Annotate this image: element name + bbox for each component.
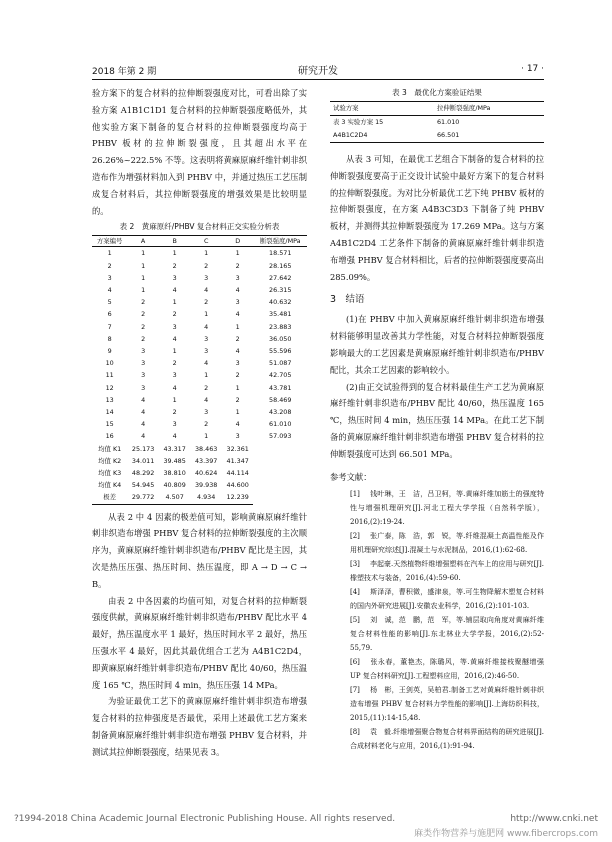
table-cell: 26.315 bbox=[269, 285, 292, 294]
table-cell: 12 bbox=[105, 383, 114, 392]
table-header-cell: 方案编号 bbox=[92, 236, 127, 247]
table-cell: 6 bbox=[107, 310, 112, 319]
left-paragraph-1: 验方案下的复合材料的拉伸断裂强度对比，可看出除了实验方案 A1B1C1D1 复合材料的拉伸断裂强度略低外，其他实验方案下制备的复合材料的拉伸断裂强度均高于 PHBV 板材的拉伸断裂强度，且其超出水平在 26.26%~222.5% 不等。这表明将黄麻原麻纤维针刺非织造布作为增强材料加入到 PHBV 中，并通过热压工艺压制成复合材料后，其拉伸断裂强度的增强效果是比较明显的。 bbox=[92, 88, 307, 216]
table-stat-row bbox=[92, 455, 307, 467]
table-cell: 1 bbox=[141, 285, 146, 294]
table-cell: 27.642 bbox=[269, 273, 292, 282]
verification-table bbox=[330, 101, 544, 143]
table-cell: 3 bbox=[141, 383, 146, 392]
table-cell: 43.781 bbox=[269, 383, 292, 392]
table-cell: 4.507 bbox=[159, 491, 191, 504]
copyright-text: ?1994-2018 China Academic Journal Electronic Publishing House. All rights reserved. bbox=[14, 814, 396, 824]
table-cell: 5 bbox=[107, 298, 112, 307]
table-cell: 3 bbox=[204, 334, 209, 343]
table-cell: 12.239 bbox=[222, 491, 254, 504]
table-row bbox=[330, 116, 544, 130]
reference-number: [4] bbox=[350, 588, 360, 597]
footer-url[interactable]: http://www.cnki.net bbox=[510, 814, 598, 824]
table2-caption: 表 2 黄麻原纤/PHBV 复合材料正交实验分析表 bbox=[119, 222, 280, 232]
reference-number: [6] bbox=[350, 658, 360, 667]
reference-item bbox=[330, 487, 544, 529]
table-cell: 8 bbox=[107, 334, 112, 343]
table-cell: 38.810 bbox=[163, 469, 186, 478]
table-cell: 3 bbox=[172, 322, 177, 331]
table-cell: 3 bbox=[172, 273, 177, 282]
table-cell: 1 bbox=[204, 432, 209, 441]
table-cell: 3 bbox=[204, 347, 209, 355]
table-cell: 4 bbox=[235, 420, 240, 429]
table-cell: 2 bbox=[107, 261, 112, 270]
table-stat-row bbox=[92, 467, 307, 479]
page-number: · 17 · bbox=[521, 64, 544, 74]
reference-number: [2] bbox=[350, 532, 360, 541]
table-cell: 35.481 bbox=[269, 310, 292, 319]
table-cell: 3 bbox=[141, 347, 146, 355]
table-cell: 4 bbox=[172, 383, 177, 392]
table-row bbox=[92, 308, 307, 320]
reference-item bbox=[330, 683, 544, 725]
table-header-cell: C bbox=[190, 236, 222, 247]
table-cell: 4 bbox=[204, 359, 209, 368]
table-cell: 2 bbox=[235, 261, 240, 270]
page-header bbox=[92, 62, 544, 78]
reference-item bbox=[330, 655, 544, 683]
table-cell: 4 bbox=[141, 420, 146, 429]
watermark-text: 麻类作物营养与施肥网 www.fibercrops.com bbox=[414, 829, 598, 839]
table-cell: 2 bbox=[141, 334, 146, 343]
table-cell: 41.347 bbox=[226, 456, 249, 465]
table-cell: 3 bbox=[172, 371, 177, 380]
table-cell: 25.173 bbox=[131, 444, 155, 453]
table-cell: 42.705 bbox=[269, 371, 292, 380]
table-cell: 均值 K2 bbox=[98, 456, 122, 465]
table-cell: 3 bbox=[141, 371, 146, 380]
table-cell: 10 bbox=[105, 359, 114, 368]
table-cell: 40.624 bbox=[194, 469, 218, 478]
left-column bbox=[92, 85, 307, 761]
table-row bbox=[92, 394, 307, 406]
table-cell: 57.093 bbox=[269, 432, 292, 441]
table-cell: 2 bbox=[141, 310, 146, 319]
conclusion-2: (2)由正交试验得到的复合材料最佳生产工艺为黄麻原麻纤维针刺非织造布/PHBV 配比 40/60，热压温度 165 ℃，热压时间 4 min，热压压强 14 MPa。在此工艺下制备的黄麻原麻纤维针刺非织造布增强 PHBV 复合材料的拉伸断裂强度可达到 66.501 MPa。 bbox=[330, 381, 544, 459]
reference-item bbox=[330, 585, 544, 613]
table-cell: 11 bbox=[105, 371, 114, 380]
table-cell: 13 bbox=[105, 395, 114, 404]
journal-issue: 2018 年第 2 期 bbox=[92, 67, 157, 77]
table-cell: 61.010 bbox=[436, 118, 460, 126]
reference-number: [5] bbox=[350, 616, 360, 625]
table-cell: 3 bbox=[235, 359, 240, 368]
table-cell: 2 bbox=[235, 334, 240, 343]
table-cell: 4 bbox=[235, 310, 240, 319]
table-header-cell: B bbox=[159, 236, 191, 247]
table-cell: 2 bbox=[172, 310, 177, 319]
table-row bbox=[92, 260, 307, 272]
table-cell: 55.596 bbox=[269, 347, 292, 355]
table-cell: 4 bbox=[141, 395, 146, 404]
table-cell: 4 bbox=[141, 408, 146, 417]
table-cell: 1 bbox=[172, 249, 177, 258]
table-row bbox=[92, 272, 307, 284]
reference-text: 张广泰，陈 浩，郭 锐，等.纤维混凝土高温性能及作用机理研究综述[J].混凝土与水泥制品，2016,(1):62-68. bbox=[350, 532, 544, 555]
table-cell: 2 bbox=[204, 298, 209, 307]
table-cell: 7 bbox=[107, 322, 112, 331]
table-cell: 1 bbox=[235, 322, 240, 331]
table-cell: 3 bbox=[107, 273, 112, 282]
table-cell: 3 bbox=[172, 420, 177, 429]
reference-text: 斯泽泽，曹积微，盛津泉，等.可生物降解木塑复合材料的国内外研究进展[J].安徽农业科学，2016,(2):101-103. bbox=[350, 588, 544, 611]
reference-number: [3] bbox=[350, 560, 360, 569]
table2-body bbox=[92, 247, 307, 504]
table-row bbox=[92, 321, 307, 333]
table-cell: 4 bbox=[235, 347, 240, 355]
orthogonal-analysis-table bbox=[92, 235, 307, 504]
reference-text: 钱叶琳，王 洁，吕卫柯，等.黄麻纤维加筋土的强度特性与增强机理研究[J].河北工程大学学报（自然科学版），2016,(2):19-24. bbox=[350, 490, 544, 527]
table-cell: 39.485 bbox=[163, 456, 186, 465]
left-paragraph-3: 由表 2 中各因素的均值可知，对复合材料的拉伸断裂强度供献，黄麻原麻纤维针刺非织造布/PHBV 配比水平 4 最好，热压温度水平 1 最好，热压时间水平 2 最好，热压压强水平 4 最好，因此其最优组合工艺为 A4B1C2D4，即黄麻原麻纤维针刺非织造布/PHBV 配比 40/60，热压温度 165 ℃，热压时间 4 min，热压压强 14 MPa。 bbox=[92, 595, 307, 690]
section-name: 研究开发 bbox=[298, 66, 338, 77]
table-cell: 39.938 bbox=[194, 481, 218, 490]
table-row bbox=[92, 418, 307, 430]
table-cell: 1 bbox=[235, 383, 240, 392]
table-cell: 1 bbox=[204, 310, 209, 319]
table-cell: 2 bbox=[172, 261, 177, 270]
table-cell: 1 bbox=[172, 298, 177, 307]
table-cell: 58.469 bbox=[269, 395, 292, 404]
table-cell: 4 bbox=[235, 285, 240, 294]
table-cell: 1 bbox=[141, 261, 146, 270]
table-cell: 40.632 bbox=[269, 298, 292, 307]
table-cell: 2 bbox=[204, 420, 209, 429]
table-cell: 9 bbox=[107, 347, 112, 355]
table-cell: 1 bbox=[235, 408, 240, 417]
table-cell: 2 bbox=[141, 322, 146, 331]
table-cell: 3 bbox=[204, 273, 209, 282]
table-cell: 4 bbox=[204, 322, 209, 331]
reference-text: 袁 毅.纤维增强聚合物复合材料界面结构的研究进展[J].合成材料老化与应用，2016,(1):91-94. bbox=[350, 728, 544, 751]
table-cell: 23.883 bbox=[269, 322, 292, 331]
references-list bbox=[330, 487, 544, 753]
table-cell: 43.397 bbox=[194, 456, 218, 465]
reference-text: 刘 诚，范 鹏，范 军，等.铺层取向角度对黄麻纤维复合材料性能的影响[J].东北林业大学学报，2016,(2):52-55,79. bbox=[350, 616, 544, 653]
table-row bbox=[92, 369, 307, 381]
table-row bbox=[92, 430, 307, 442]
left-paragraph-4: 为验证最优工艺下的黄麻原麻纤维针刺非织造布增强复合材料的拉伸强度是否最优，采用上述最优工艺方案来制备黄麻原麻纤维针刺非织造布增强 PHBV 复合材料，并测试其拉伸断裂强度，结果见表 3。 bbox=[92, 696, 307, 757]
reference-item bbox=[330, 725, 544, 753]
table-header-cell: D bbox=[222, 236, 254, 247]
reference-number: [1] bbox=[350, 490, 360, 499]
table-cell: 1 bbox=[204, 249, 209, 258]
table-cell: 3 bbox=[204, 408, 209, 417]
reference-text: 李起豪.天然植物纤维增强塑料在汽车上的应用与研究[J].橡塑技术与装备，2016,(4):59-60. bbox=[350, 560, 544, 583]
table-header-cell: 试验方案 bbox=[330, 102, 434, 116]
table-cell: 2 bbox=[141, 298, 146, 307]
table-cell: 66.501 bbox=[434, 129, 544, 143]
table-cell: 32.361 bbox=[226, 444, 249, 453]
table-header-cell: A bbox=[127, 236, 159, 247]
right-paragraph-1: 从表 3 可知，在最优工艺组合下制备的复合材料的拉伸断裂强度要高于正交设计试验中最好方案下的复合材料的拉伸断裂强度。为对比分析最优工艺下纯 PHBV 板材的拉伸断裂强度，在方案 A4B3C3D3 下制备了纯 PHBV 板材，并测得其拉伸断裂强度为 17.269 MPa。这与方案 A4B1C2D4 工艺条件下制备的黄麻原麻纤维针刺非织造布增强 PHBV 复合材料相比，后者的拉伸断裂强度要高出 285.09%。 bbox=[330, 154, 544, 282]
table-cell: 4 bbox=[141, 432, 146, 441]
table-cell: 3 bbox=[235, 432, 240, 441]
table-row bbox=[330, 129, 544, 143]
table-cell: 18.571 bbox=[269, 249, 292, 258]
table-row bbox=[92, 284, 307, 296]
reference-item bbox=[330, 613, 544, 655]
table-cell: 43.317 bbox=[163, 444, 186, 453]
table-cell: 2 bbox=[235, 371, 240, 380]
table-cell: 4 bbox=[204, 285, 209, 294]
table-cell: 3 bbox=[235, 273, 240, 282]
table-cell: 4 bbox=[172, 432, 177, 441]
table-cell: 44.600 bbox=[226, 481, 249, 490]
table-cell: 43.208 bbox=[269, 408, 292, 417]
table-cell: 44.114 bbox=[226, 469, 249, 478]
table-cell: 1 bbox=[141, 273, 146, 282]
table-cell: 40.809 bbox=[163, 481, 186, 490]
table-cell: 2 bbox=[204, 261, 209, 270]
table-cell: 1 bbox=[235, 249, 240, 258]
reference-number: [8] bbox=[350, 728, 360, 737]
table-cell: A4B1C2D4 bbox=[330, 129, 434, 143]
reference-number: [7] bbox=[350, 686, 360, 695]
table-cell: 48.292 bbox=[131, 469, 155, 478]
table-row bbox=[92, 247, 307, 260]
reference-item bbox=[330, 557, 544, 585]
table-cell: 16 bbox=[105, 432, 114, 441]
page-footer bbox=[14, 814, 598, 839]
table-cell: 4 bbox=[107, 285, 112, 294]
table-cell: 36.050 bbox=[269, 334, 292, 343]
conclusion-1: (1)在 PHBV 中加入黄麻原麻纤维针刺非织造布增强材料能够明显改善其力学性能，对复合材料拉伸断裂强度影响最大的工艺因素是黄麻原麻纤维针刺非织造布/PHBV 配比，其余工艺因素的影响较小。 bbox=[330, 314, 544, 375]
table-stat-row bbox=[92, 479, 307, 491]
table-cell: 34.011 bbox=[131, 456, 155, 465]
table-cell: 1 bbox=[204, 371, 209, 380]
table-cell: 1 bbox=[141, 249, 146, 258]
table-cell: 均值 K3 bbox=[98, 469, 122, 478]
table-cell: 15 bbox=[105, 420, 114, 429]
table-cell: 均值 K1 bbox=[98, 444, 122, 453]
reference-text: 张永春，董艳杰，陈璐风，等.黄麻纤维接枝聚醚增强 UP 复合材料研究[J].工程塑料应用，2016,(2):46-50. bbox=[350, 658, 544, 681]
table-cell: 1 bbox=[172, 347, 177, 355]
table-cell: 38.463 bbox=[194, 444, 218, 453]
table-cell: 4 bbox=[172, 334, 177, 343]
table-cell: 3 bbox=[141, 359, 146, 368]
table-cell: 均值 K4 bbox=[98, 481, 122, 490]
table-row bbox=[92, 382, 307, 394]
table-cell: 51.087 bbox=[269, 359, 292, 368]
table-cell: 61.010 bbox=[269, 420, 292, 429]
table-cell: 4.934 bbox=[190, 491, 222, 504]
table-cell: 表 3 实验方案 15 bbox=[333, 118, 384, 126]
table-header-cell: 拉伸断裂强度/MPa bbox=[434, 102, 544, 116]
table-row bbox=[92, 406, 307, 418]
table-cell: 2 bbox=[172, 408, 177, 417]
section-title: 3 结语 bbox=[330, 294, 365, 306]
table-cell: 4 bbox=[172, 285, 177, 294]
table-cell: 28.165 bbox=[269, 261, 292, 270]
reference-text: 杨 彬，王剑英，吴柏君.制备工艺对黄麻纤维针刺非织造布增强 PHBV 复合材料力学性能的影响[J].上海纺织科技，2015,(11):14-15,48. bbox=[350, 686, 544, 723]
table-row bbox=[92, 333, 307, 345]
table-row bbox=[92, 296, 307, 308]
table-cell: 29.772 bbox=[127, 491, 159, 504]
table-cell: 极差 bbox=[92, 491, 127, 504]
table-row bbox=[92, 357, 307, 369]
table-row bbox=[92, 345, 307, 357]
table-header-cell: 断裂强度/MPa bbox=[253, 236, 307, 247]
table-cell: 3 bbox=[235, 298, 240, 307]
reference-item bbox=[330, 529, 544, 557]
header-rule bbox=[92, 79, 544, 80]
references-title: 参考文献： bbox=[330, 471, 372, 482]
table-stat-row bbox=[92, 443, 307, 455]
table-cell: 14 bbox=[105, 408, 114, 417]
table-stat-row bbox=[92, 491, 307, 504]
table-cell: 2 bbox=[172, 359, 177, 368]
left-paragraph-2: 从表 2 中 4 因素的极差值可知，影响黄麻原麻纤维针刺非织造布增强 PHBV 复合材料的拉伸断裂强度的主次顺序为，黄麻原麻纤维针刺非织造布/PHBV 配比是主因，其次是热压压强、热压时间、热压温度，即 A → D → C → B。 bbox=[92, 511, 307, 589]
table-cell: 2 bbox=[235, 395, 240, 404]
table-cell: 54.945 bbox=[131, 481, 155, 490]
right-column bbox=[330, 85, 544, 753]
table-cell: 1 bbox=[107, 249, 112, 258]
table-cell: 1 bbox=[172, 395, 177, 404]
table-cell: 4 bbox=[204, 395, 209, 404]
table-cell: 2 bbox=[204, 383, 209, 392]
table3-caption: 表 3 最优化方案验证结果 bbox=[392, 88, 482, 97]
